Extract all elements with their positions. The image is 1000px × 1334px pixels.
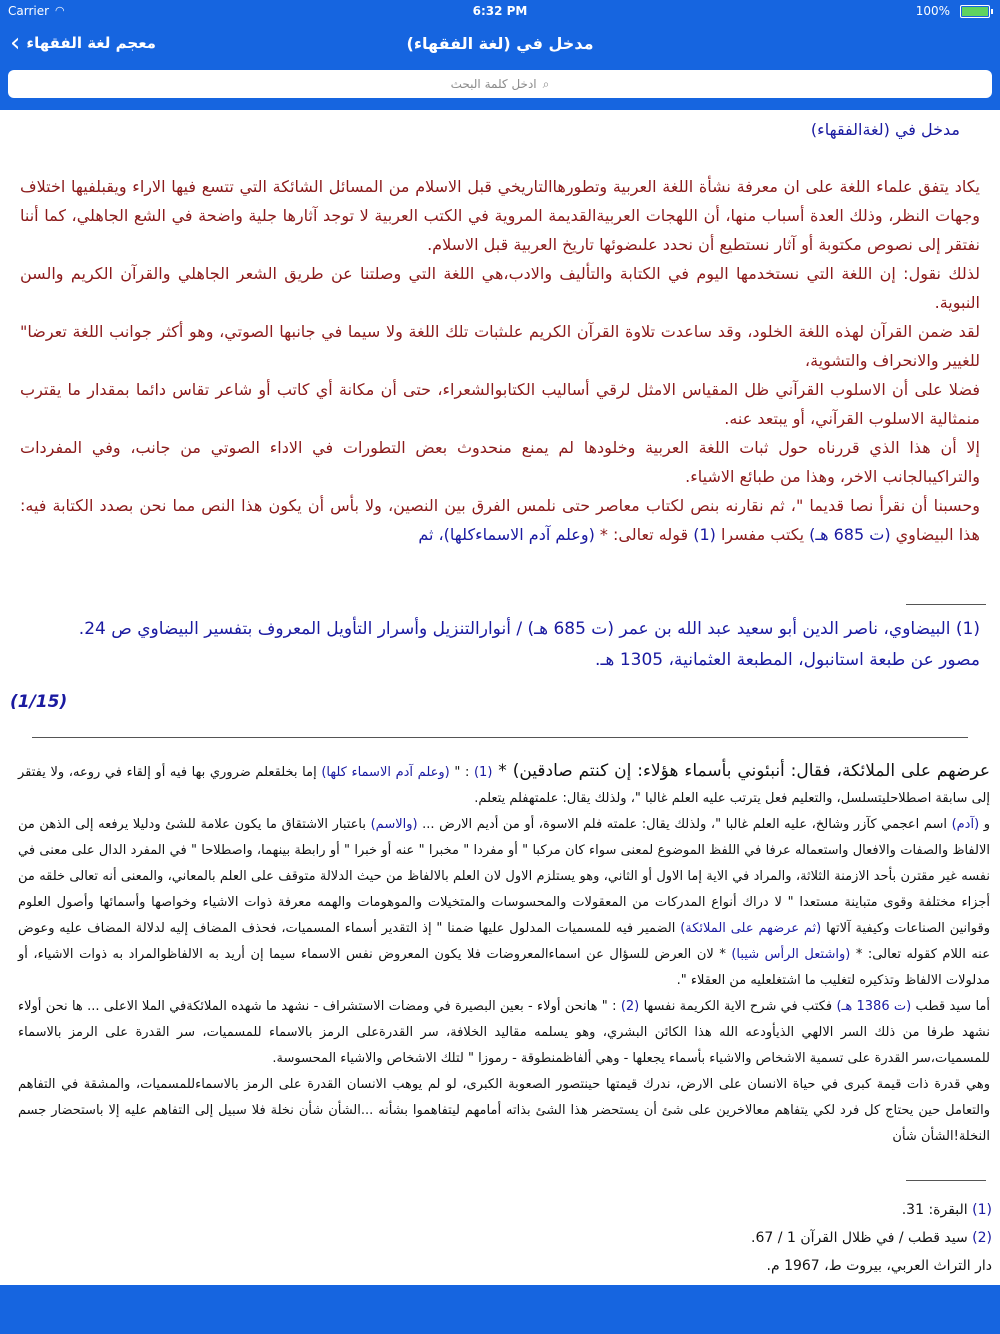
paragraph xyxy=(18,994,990,1072)
text-run: إما بخلقعلم ضروري بها فيه أو إلقاء في روعه، ولا يفتقر إلى سابقة اصطلاحليتسلسل، والتعليم فعل يترتب عليه العلم غالبا "، ولذلك يقال: علمتهفلم يتعلم. xyxy=(18,765,990,806)
search-input[interactable] xyxy=(8,70,992,98)
footnote-ref[interactable]: (1) xyxy=(473,765,493,780)
footnote-ref[interactable]: (2) xyxy=(620,999,640,1014)
page-title: مدخل في (لغة الفقهاء) xyxy=(406,34,594,53)
magnifier-icon: ⌕ xyxy=(542,76,550,91)
footnotes xyxy=(20,1196,992,1280)
paragraph: وهي قدرة ذات قيمة كبرى في حياة الانسان على الارض، ندرك قيمتها حينتصور الصعوبة الكبرى، لو لم يوهب الانسان القدرة على الرمز بالاسماءللمسميات، والمشقة في التفاهم والتعامل حين يحتاج كل فرد لكي يتفاهم معالاخرين على شئ أن يستحضر هذا الشئ بذاته أمامهم ليتفاهموا بشأنه ...الشأن شأن نخلة فلا سبيل إلى التفاهم عليه إلا باستحضار جسم النخلة!الشأن شأن xyxy=(18,1077,990,1144)
quran-quote: (ثم عرضهم على الملائكة) xyxy=(680,921,822,936)
paragraph: إلا أن هذا الذي قررناه حول ثبات اللغة العربية وخلودها لم يمنع منحدوث بعض التطورات في الاداء الصوتي من جانب، وفي المفردات والتراكيبالجانب الاخر، وهذا من طبائع الاشياء. xyxy=(20,438,980,486)
wifi-icon: ◠ xyxy=(55,4,65,17)
text-run: عرضهم على الملائكة، فقال: أنبئوني بأسماء هؤلاء: إن كنتم صادقين) * xyxy=(492,761,990,781)
paragraph xyxy=(18,758,990,812)
quran-quote: (وعلم آدم الاسماءكلها)، ثم xyxy=(418,525,595,544)
text-run: * لان العرض للسؤال عن اسماءالمعروضات فلا يكون المعروض نفس الاسماء سيما إن أريد به الالفاظوالمراد به ذوات الاشياء، أو مدلولات الالفاظ وتذكيره لتغليب ما اشتغلعليه من العقلاء ". xyxy=(18,947,990,988)
text-run: يكتب مفسرا xyxy=(715,525,810,544)
footnote-line: مصور عن طبعة استانبول، المطبعة العثمانية، 1305 هـ. xyxy=(595,650,980,670)
quran-quote: (وعلم آدم الاسماء كلها) xyxy=(321,765,450,780)
navigation-bar xyxy=(0,22,1000,66)
content-area[interactable] xyxy=(0,110,1000,1285)
battery-percent: 100% xyxy=(915,4,950,18)
text-run: : " هانحن أولاء - بعين البصيرة في ومضات الاستشراف - نشهد ما شهده الملائكةفي الملا الاعلى ... ها نحن أولاء نشهد طرفا من ذلك السر الالهي الذيأودعه الله هذا الكائن البشري، وهو يسلمه مقاليد الخلافة، سر القدرةعلى الرمز بالاسماء للمسميات، سر القدرة على الرمز بالاسماء للمسميات،سر القدرة على تسمية الاشخاص والاشياء بأسماء يجعلها - وهي ألفاظمنطوقة - رموزا " لتلك الاشخاص والاشياء المحسوسة. xyxy=(18,999,990,1066)
text-run: باعتبار الاشتقاق ما يكون علامة للشئ ودليلا يرفعه إلى الذهن من الالفاظ والصفات والافعال واستعماله عرفا في اللفظ الموضوع لمعنى سواء كان مركبا " أو مفردا " مخبرا " عنه أو خبرا " أو رابطة بينهما، واصطلاحا " في المفرد الدال على معنى في نفسه غير مقترن بأحد الازمنة الثلاثة، والمراد في الاية إما الاول أو الثاني، وهو يستلزم الاول لان العلم بالالفاظ من حيث الدلالة متوقف على العلم بالمعاني، والمعنى أنه تعالى خلقه من أجزاء مختلفة وقوى متباينة مستعدا " لا دراك أنواع المدركات من المعقولات والمحسوسات والمتخيلات والموهومات والهمه معرفة ذوات الاشياء وخواصها وأسمائها وأصول العلوم وقوانين الصناعات وكيفية آلاتها xyxy=(18,817,990,936)
page-divider xyxy=(32,737,968,738)
paragraph: لذلك نقول: إن اللغة التي نستخدمها اليوم في الكتابة والتأليف والادب،هي اللغة التي وصلتنا عن طريق الشعر الجاهلي والقرآن الكريم والسن النبوية. xyxy=(20,264,980,312)
footnote-line: (1) البيضاوي، ناصر الدين أبو سعيد عبد الله بن عمر (ت 685 هـ) / أنوارالتنزيل وأسرار التأويل المعروف بتفسير البيضاوي ص 24. xyxy=(78,619,980,639)
status-bar xyxy=(0,0,1000,22)
footnote-ref[interactable]: (1) xyxy=(693,525,716,544)
carrier-label: Carrier xyxy=(8,4,50,18)
text-run: وحسبنا أن نقرأ نصا قديما "، ثم نقارنه بنص لكتاب معاصر حتى نلمس الفرق بين النصين، ولا بأس أن يكون هذا النص مما نحن بصدد الكتابة فيه: هذا البيضاوي xyxy=(20,496,980,544)
top-bar xyxy=(0,0,1000,110)
text-run: فكتب في شرح الاية الكريمة نفسها xyxy=(639,999,837,1014)
quran-quote: (واشتعل الرأس شيبا) xyxy=(731,947,851,962)
chevron-left-icon: ‹ xyxy=(10,28,21,58)
paragraph xyxy=(20,491,980,549)
quran-quote: (آدم) xyxy=(951,817,980,832)
footnote-divider xyxy=(906,604,986,605)
footnote-line xyxy=(20,1196,992,1224)
footnote-line: دار التراث العربي، بيروت ط، 1967 م. xyxy=(766,1258,992,1274)
back-button-label: معجم لغة الفقهاء xyxy=(26,34,156,52)
date-ref: (ت 685 هـ) xyxy=(809,525,891,544)
paragraph: يكاد يتفق علماء اللغة على ان معرفة نشأة اللغة العربية وتطورهاالتاريخي قبل الاسلام من المسائل الشائكة التي تتسع فيها الاراء ويقبلفيها اختلاف وجهات النظر، وذلك العدة أسباب منها، أن اللهجات العربيةالقديمة المروية في الكتب العربية لا توجد آثارها جلية واضحة في الشع الجاهلي، كما أننا نفتقر إلى نصوص مكتوبة أو آثار نستطيع أن نحدد علىضوئها تاريخ العربية قبل الاسلام. xyxy=(20,177,980,254)
footnote-line xyxy=(20,1224,992,1252)
text-run: و xyxy=(979,817,990,832)
section-heading: مدخل في (لغةالفقهاء) xyxy=(810,120,960,139)
footnote-divider xyxy=(906,1180,986,1181)
status-time: 6:32 PM xyxy=(472,4,528,18)
date-ref: (ت 1386 هـ) xyxy=(836,999,912,1014)
text-run: : " xyxy=(449,765,474,780)
search-placeholder: ادخل كلمة البحث xyxy=(450,77,537,91)
footnote-text: سيد قطب / في ظلال القرآن 1 / 67. xyxy=(751,1230,973,1246)
page-indicator: (1/15) xyxy=(10,692,68,712)
text-run: اسم اعجمي كآزر وشالخ، عليه العلم غالبا "، ولذلك يقال: علمته فلم الاسوة، أو من أديم الارض ... xyxy=(417,817,952,832)
footnote-text: البقرة: 31. xyxy=(901,1202,973,1218)
bottom-toolbar xyxy=(0,1285,1000,1334)
text-run: قوله تعالى: * xyxy=(594,525,694,544)
battery-icon xyxy=(960,5,990,18)
footnote-number: (2) xyxy=(972,1230,992,1246)
quran-quote: (والاسم) xyxy=(370,817,418,832)
text-run: أما سيد قطب xyxy=(911,999,991,1014)
second-page-text xyxy=(18,758,990,1150)
text-run: الضمير فيه للمسميات المدلول عليها ضمنا " إذ التقدير أسماء المسميات، فحذف المضاف إليه لدلالة المضاف عليه وعوض عنه اللام كقوله تعالى: * xyxy=(18,921,990,962)
paragraph xyxy=(18,812,990,994)
intro-paragraphs xyxy=(20,172,980,549)
paragraph: لقد ضمن القرآن لهذه اللغة الخلود، وقد ساعدت تلاوة القرآن الكريم علىثبات تلك اللغة ولا سيما في جانبها الصوتي، وهو أكثر جوانب اللغة تعرضا" للغيير والانحراف والتشوية، xyxy=(20,322,980,370)
footnote-number: (1) xyxy=(972,1202,992,1218)
footnote-block xyxy=(20,614,980,676)
paragraph: فضلا على أن الاسلوب القرآني ظل المقياس الامثل لرقي أساليب الكتابوالشعراء، حتى أن مكانة أي كاتب أو شاعر تقاس دائما بمقدار ما يقترب منمثالية الاسلوب القرآني، أو يبتعد عنه. xyxy=(20,380,980,428)
